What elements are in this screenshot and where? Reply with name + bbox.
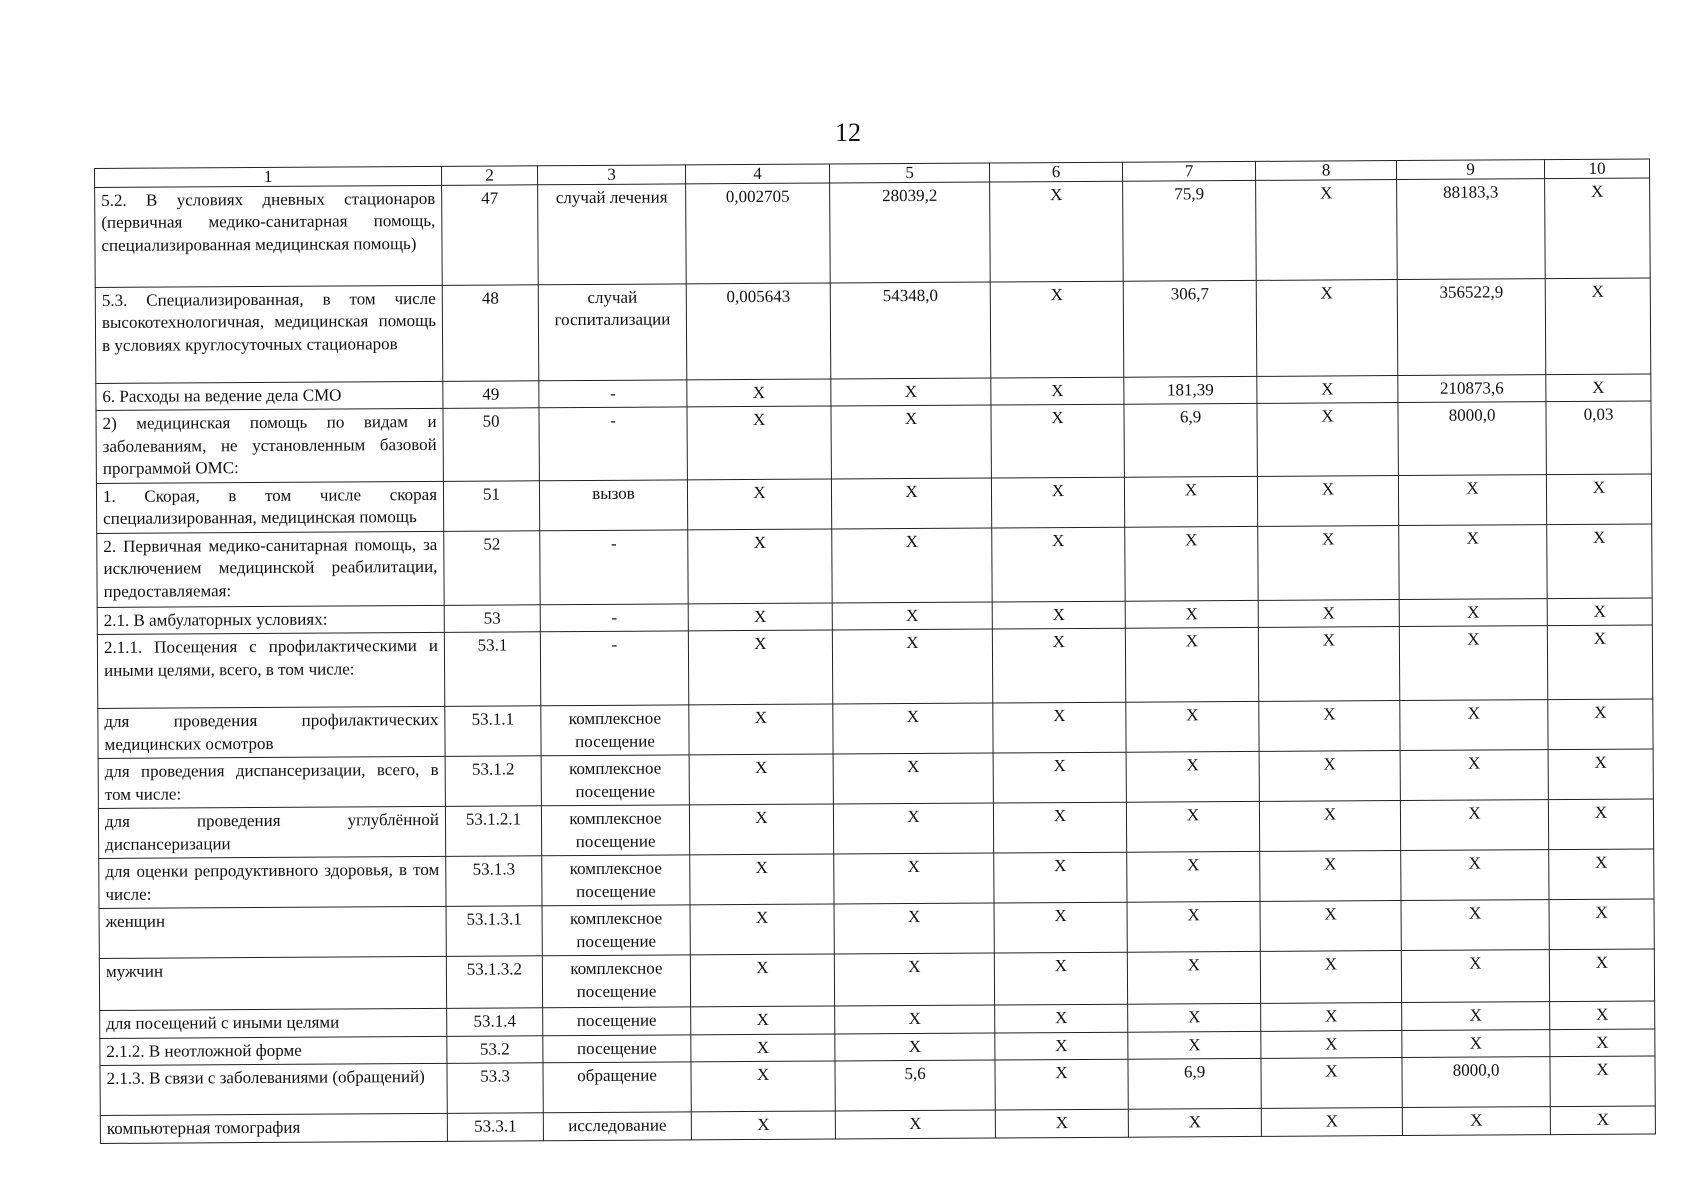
table-cell: X [687, 379, 831, 407]
table-cell: X [1550, 1001, 1655, 1029]
table-cell: X [691, 1034, 835, 1062]
header-cell: 3 [537, 165, 685, 185]
table-cell: X [1545, 278, 1651, 375]
table-cell: X [833, 753, 993, 804]
table-cell: X [832, 528, 992, 603]
row-label-cell: для оценки репродуктивного здоровья, в том числе: [99, 857, 446, 909]
table-cell: X [1125, 600, 1258, 628]
table-cell: 0,002705 [686, 183, 831, 284]
table-cell: X [690, 854, 834, 905]
table-cell: X [994, 852, 1127, 903]
table-cell: 8000,0 [1402, 1057, 1550, 1108]
table-row [95, 278, 1651, 383]
table-cell: X [1126, 702, 1259, 753]
table-cell: комплексное посещение [541, 705, 689, 756]
table-cell: X [1261, 1058, 1402, 1109]
table-cell: X [1546, 374, 1651, 402]
table-cell: комплексное посещение [542, 905, 690, 956]
table-cell: X [1550, 1106, 1655, 1134]
table-cell: X [688, 529, 832, 604]
table-cell: X [1128, 1031, 1261, 1059]
row-label-cell: мужчин [99, 957, 446, 1011]
page-number: 12 [835, 118, 861, 147]
table-cell: X [1547, 524, 1652, 599]
table-cell: X [1261, 1003, 1402, 1031]
table-cell: X [1399, 524, 1547, 599]
table-cell: X [831, 478, 991, 529]
table-cell: - [539, 380, 687, 408]
table-cell: 53.3 [447, 1063, 543, 1114]
table-cell: X [1550, 1056, 1655, 1107]
table-cell: X [1126, 802, 1259, 853]
table-cell: X [1259, 701, 1400, 752]
table-cell: 88183,3 [1397, 179, 1546, 280]
table-cell: X [689, 804, 833, 855]
table-cell: - [540, 530, 688, 605]
table-cell: X [687, 479, 831, 530]
table-cell: комплексное посещение [542, 855, 690, 906]
table-cell: X [691, 1111, 835, 1139]
table-cell: - [539, 407, 687, 480]
row-label-cell: 5.2. В условиях дневных стационаров (первичная медико-санитарная помощь, специализированная медицинская помощь) [95, 185, 443, 287]
row-label-cell: 6. Расходы на ведение дела СМО [96, 381, 443, 411]
table-cell: X [1399, 598, 1547, 626]
table-cell: случай лечения [538, 184, 687, 285]
table-cell: X [995, 1032, 1128, 1060]
table-cell: 53.2 [447, 1035, 543, 1063]
row-label-cell: для проведения диспансеризации, всего, в том числе: [98, 757, 445, 809]
table-cell: X [1548, 699, 1653, 750]
table-cell: X [993, 802, 1126, 853]
table-cell: X [992, 527, 1125, 602]
row-label-cell: 1. Скорая, в том числе скорая специализированная, медицинская помощь [96, 481, 443, 533]
row-label-cell: 2. Первичная медико-санитарная помощь, за исключением медицинской реабилитации, предоставляемая: [97, 531, 444, 607]
table-cell: X [1257, 403, 1398, 476]
table-cell: X [690, 904, 834, 955]
table-cell: 0,03 [1546, 401, 1651, 474]
table-cell: X [1128, 1108, 1261, 1136]
table-cell: 47 [442, 185, 539, 286]
table-cell: 53.1.2 [445, 756, 541, 807]
table-cell: X [1128, 1004, 1261, 1032]
header-cell: 4 [685, 164, 829, 184]
table-cell: 53.3.1 [447, 1113, 543, 1141]
table-cell: 54348,0 [830, 282, 991, 379]
table-cell: X [1400, 700, 1548, 751]
table-row [97, 524, 1652, 607]
row-label-cell: 2.1. В амбулаторных условиях: [97, 605, 444, 635]
table-cell: X [1257, 376, 1398, 404]
table-cell: 306,7 [1123, 280, 1257, 377]
table-cell: комплексное посещение [542, 955, 690, 1008]
table-cell: X [1400, 750, 1548, 801]
table-cell: комплексное посещение [541, 805, 689, 856]
row-label-cell: 2.1.3. В связи с заболеваниями (обращений) [100, 1063, 447, 1115]
table-cell: X [1127, 852, 1260, 903]
table-cell: X [691, 1006, 835, 1034]
table-cell: 53.1.2.1 [445, 806, 541, 857]
header-cell: 9 [1396, 160, 1544, 180]
table-cell: X [993, 702, 1126, 753]
table-cell: 53.1 [444, 632, 540, 707]
table-cell: X [690, 954, 834, 1007]
table-cell: 6,9 [1128, 1058, 1261, 1109]
table-cell: X [994, 952, 1127, 1005]
table-cell: X [687, 406, 831, 479]
table-cell: X [834, 953, 994, 1006]
table-cell: X [1402, 1107, 1550, 1135]
table-row [99, 949, 1654, 1010]
table-cell: X [991, 477, 1124, 528]
table-cell: 28039,2 [830, 182, 991, 283]
table-cell: - [540, 604, 688, 632]
table-cell: X [1257, 475, 1398, 526]
table-cell: X [1550, 1029, 1655, 1057]
row-label-cell: женщин [99, 907, 446, 959]
header-cell: 6 [989, 162, 1122, 182]
table-cell: - [540, 631, 688, 706]
table-cell: X [833, 803, 993, 854]
table-cell: X [1260, 951, 1401, 1004]
table-cell: X [1260, 901, 1401, 952]
table-cell: 53.1.3.1 [446, 906, 542, 957]
table-cell: X [832, 629, 992, 704]
row-label-cell: 2.1.2. В неотложной форме [100, 1036, 447, 1066]
table-cell: X [834, 853, 994, 904]
table-cell: 53.1.4 [447, 1008, 543, 1036]
row-label-cell: 2) медицинская помощь по видам и заболеваниям, не установленным базовой программой ОМС: [96, 409, 443, 483]
table-cell: X [1402, 1029, 1550, 1057]
table-cell: X [1548, 749, 1653, 800]
table-cell: X [990, 181, 1124, 282]
table-cell: X [1398, 474, 1546, 525]
table-cell: X [1549, 949, 1654, 1002]
header-cell: 10 [1544, 159, 1649, 179]
table-cell: X [1549, 849, 1654, 900]
table-cell: X [1258, 525, 1399, 600]
table-cell: X [1546, 474, 1651, 525]
table-cell: X [991, 405, 1124, 478]
row-label-cell: для проведения профилактических медицинских осмотров [98, 707, 445, 759]
table-cell: X [1545, 178, 1651, 279]
table-cell: X [1402, 1002, 1550, 1030]
table-cell: случай госпитализации [538, 284, 687, 381]
table-cell: X [835, 1005, 995, 1033]
table-cell: X [1547, 598, 1652, 626]
table-cell: 75,9 [1123, 180, 1257, 281]
table-cell: 51 [443, 481, 539, 532]
table-cell: 210873,6 [1398, 375, 1546, 403]
table-cell: X [1260, 851, 1401, 902]
table-cell: X [691, 1061, 835, 1112]
table-cell: X [689, 704, 833, 755]
header-cell: 2 [441, 166, 537, 186]
table-cell: X [1124, 476, 1257, 527]
table-cell: X [1261, 1108, 1402, 1136]
table-cell: 50 [443, 408, 539, 481]
header-cell: 8 [1255, 161, 1396, 181]
table-cell: X [1126, 752, 1259, 803]
row-label-cell: для посещений с иными целями [100, 1009, 447, 1039]
table-cell: X [993, 752, 1126, 803]
table-cell: X [688, 630, 832, 705]
table-cell: X [1401, 850, 1549, 901]
table-cell: X [1549, 899, 1654, 950]
table-cell: X [994, 902, 1127, 953]
table-cell: 48 [442, 285, 539, 382]
table-cell: X [992, 601, 1125, 629]
table-cell: X [689, 754, 833, 805]
table-cell: 53.1.1 [445, 706, 541, 757]
table-cell: X [1258, 627, 1399, 702]
table-cell: X [1547, 625, 1652, 700]
table-cell: X [835, 1033, 995, 1061]
header-cell: 5 [829, 163, 989, 183]
table-cell: X [995, 1109, 1128, 1137]
table-cell: X [1127, 952, 1260, 1005]
table-cell: 181,39 [1124, 376, 1257, 404]
table-cell: X [1261, 1030, 1402, 1058]
table-cell: X [688, 603, 832, 631]
table-cell: X [995, 1004, 1128, 1032]
table-cell: X [1400, 800, 1548, 851]
table-cell: X [1258, 599, 1399, 627]
table-cell: X [1399, 626, 1547, 701]
table-cell: 0,005643 [686, 283, 831, 380]
table-cell: X [835, 1110, 995, 1138]
table-cell: X [1548, 799, 1653, 850]
table-cell: X [1256, 180, 1398, 281]
table-cell: X [831, 378, 991, 406]
table-row [97, 625, 1652, 708]
table-row [95, 178, 1651, 287]
table-cell: X [1259, 801, 1400, 852]
table-cell: посещение [543, 1007, 691, 1035]
table-cell: X [833, 703, 993, 754]
table-cell: 6,9 [1124, 404, 1257, 477]
table-cell: X [831, 405, 991, 478]
table-cell: 52 [444, 531, 540, 606]
table-cell: обращение [543, 1062, 691, 1113]
table-cell: X [832, 602, 992, 630]
table-cell: 49 [443, 381, 539, 409]
table-cell: X [991, 377, 1124, 405]
table-cell: 356522,9 [1397, 279, 1546, 376]
row-label-cell: для проведения углублённой диспансеризации [98, 807, 445, 859]
table-cell: X [834, 903, 994, 954]
row-label-cell: 2.1.1. Посещения с профилактическими и иными целями, всего, в том числе: [97, 633, 444, 709]
table-cell: X [1401, 900, 1549, 951]
header-cell: 7 [1122, 161, 1255, 181]
table-cell: X [995, 1059, 1128, 1110]
table-cell: X [990, 281, 1124, 378]
table-cell: 8000,0 [1398, 402, 1546, 475]
table-cell: 53.1.3.2 [446, 956, 542, 1009]
table-cell: X [1125, 526, 1258, 601]
table-cell: 53 [444, 605, 540, 633]
table-cell: X [1401, 950, 1549, 1003]
table-cell: посещение [543, 1034, 691, 1062]
table-cell: 5,6 [835, 1060, 995, 1111]
table-body [95, 178, 1656, 1143]
table-row [96, 401, 1651, 483]
table-cell: исследование [543, 1112, 691, 1140]
table-cell: X [1127, 902, 1260, 953]
row-label-cell: 5.3. Специализированная, в том числе высокотехнологичная, медицинская помощь в условиях круглосуточных стационаров [95, 285, 443, 383]
table-cell: комплексное посещение [541, 755, 689, 806]
table-cell: X [1125, 628, 1258, 703]
table-cell: 53.1.3 [446, 856, 542, 907]
table-cell: вызов [539, 480, 687, 531]
row-label-cell: компьютерная томография [100, 1113, 447, 1143]
table-cell: X [1259, 751, 1400, 802]
table-cell: X [1256, 280, 1398, 377]
header-cell: 1 [95, 166, 442, 187]
table-cell: X [992, 628, 1125, 703]
data-table [94, 158, 1656, 1143]
